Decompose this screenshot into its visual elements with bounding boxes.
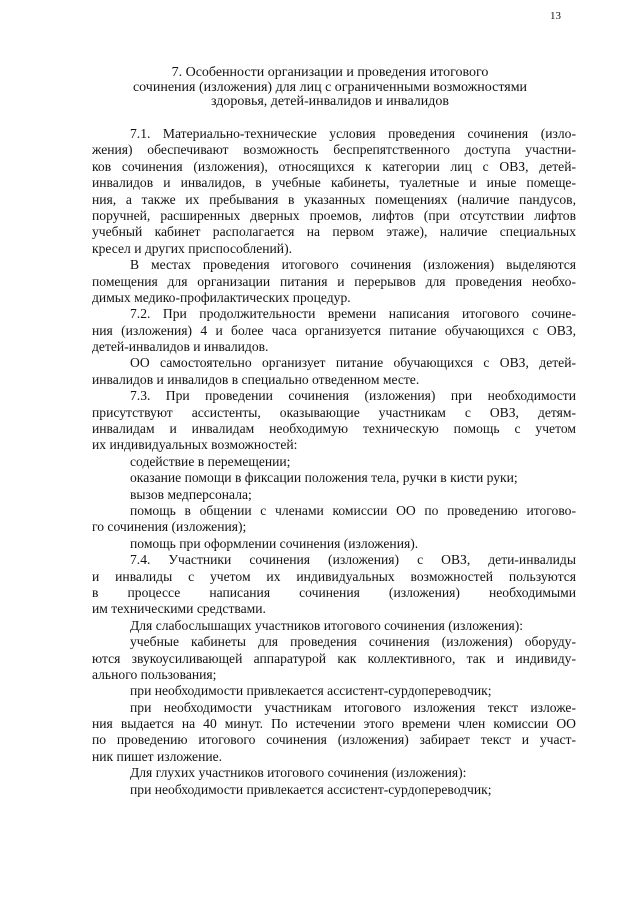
heading-line: сочинения (изложения) для лиц с ограниченными возможностями	[132, 79, 528, 95]
text-line: ОО самостоятельно организует питание обучающихся с ОВЗ, детей-	[130, 355, 576, 371]
text-line: ния, а также их пребывания в указанных помещениях (наличие пандусов,	[92, 191, 576, 207]
text-line: В местах проведения итогового сочинения (изложения) выделяются	[130, 257, 576, 273]
text-line: учебные кабинеты для проведения сочинения (изложения) оборуду-	[130, 634, 576, 650]
text-line: вызов медперсонала;	[130, 486, 252, 502]
text-line: им техническими средствами.	[92, 601, 266, 617]
page-number: 13	[550, 10, 561, 22]
text-line: присутствуют ассистенты, оказывающие участникам с ОВЗ, детям-	[92, 404, 576, 420]
heading-line: 7. Особенности организации и проведения итогового	[171, 65, 489, 80]
text-line: жения) обеспечивают возможность беспрепятственного доступа участни-	[92, 142, 576, 158]
body-text	[92, 126, 576, 798]
text-line: инвалидов и инвалидов в специально отведенном месте.	[92, 371, 420, 387]
text-line: помощь при оформлении сочинения (изложения).	[130, 535, 419, 551]
text-line: инвалидам и инвалидам необходимую техническую помощь с учетом	[92, 421, 576, 437]
text-line: димых медико-профилактических процедур.	[92, 289, 351, 305]
text-line: Для слабослышащих участников итогового сочинения (изложения):	[130, 617, 524, 633]
text-line: 7.4. Участники сочинения (изложения) с ОВЗ, дети-инвалиды	[130, 552, 576, 568]
text-line: при необходимости привлекается ассистент-сурдопереводчик;	[130, 683, 492, 699]
text-line: помощь в общении с членами комиссии ОО по проведению итогово-	[130, 502, 576, 518]
text-line: Для глухих участников итогового сочинения (изложения):	[130, 765, 467, 781]
text-line: оказание помощи в фиксации положения тела, ручки в кисти руки;	[130, 470, 518, 486]
heading-line: здоровья, детей-инвалидов и инвалидов	[210, 94, 450, 109]
text-line: и инвалиды с учетом их индивидуальных возможностей пользуются	[92, 568, 576, 584]
text-line: кресел и других приспособлений).	[92, 240, 293, 256]
text-line: в процессе написания сочинения (изложения) необходимыми	[92, 584, 576, 600]
text-line: ния выдается на 40 минут. По истечении этого времени член комиссии ОО	[92, 716, 576, 732]
text-line: ются звукоусиливающей аппаратурой как коллективного, так и индивиду-	[92, 650, 576, 666]
text-line: поручней, расширенных дверных проемов, лифтов (при отсутствии лифтов	[92, 207, 576, 223]
text-line: ального пользования;	[92, 666, 217, 682]
text-line: при необходимости привлекается ассистент-сурдопереводчик;	[130, 781, 492, 797]
text-line: их индивидуальных возможностей:	[92, 437, 298, 453]
text-line: по проведению итогового сочинения (изложения) забирает текст и участ-	[92, 732, 576, 748]
text-line: ков сочинения (изложения), относящихся к категории лиц с ОВЗ, детей-	[92, 158, 576, 174]
text-line: 7.2. При продолжительности времени написания итогового сочине-	[130, 306, 576, 322]
text-line: ник пишет изложение.	[92, 748, 223, 764]
text-line: 7.1. Материально-технические условия проведения сочинения (изло-	[130, 126, 576, 141]
text-line: учебный кабинет располагается на первом этаже), наличие специальных	[92, 224, 576, 240]
text-line: содействие в перемещении;	[130, 453, 291, 469]
text-line: 7.3. При проведении сочинения (изложения) при необходимости	[130, 388, 576, 404]
text-line: ния (изложения) 4 и более часа организуется питание обучающихся с ОВЗ,	[92, 322, 576, 338]
text-line: инвалидов и инвалидов, в учебные кабинеты, туалетные и иные помеще-	[92, 175, 576, 191]
text-line: помещения для организации питания и перерывов для проведения необхо-	[92, 273, 576, 289]
section-heading	[90, 66, 570, 110]
text-line: го сочинения (изложения);	[92, 519, 247, 535]
text-line: детей-инвалидов и инвалидов.	[92, 339, 269, 355]
text-line: при необходимости участникам итогового изложения текст изложе-	[130, 699, 576, 715]
